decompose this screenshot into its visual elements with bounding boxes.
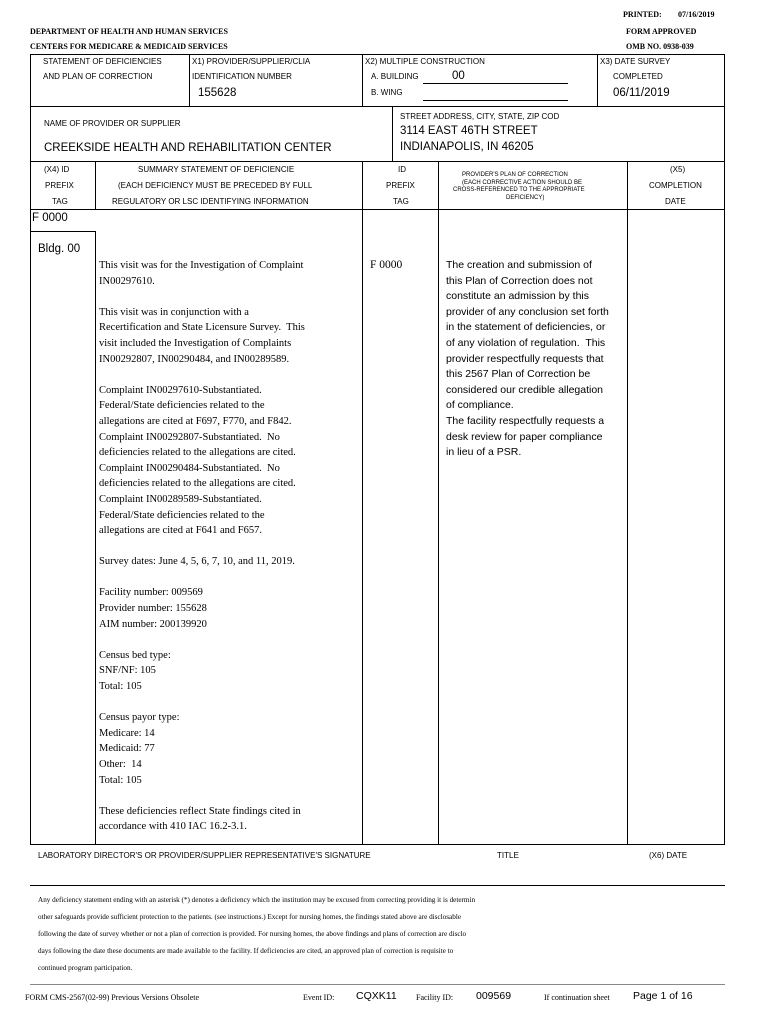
continuation-label: If continuation sheet xyxy=(544,993,610,1002)
department-title: DEPARTMENT OF HEALTH AND HUMAN SERVICES xyxy=(30,27,228,36)
x4-header-2: PREFIX xyxy=(45,181,74,190)
page-number: Page 1 of 16 xyxy=(633,990,693,1002)
x3-label-1: X3) DATE SURVEY xyxy=(600,57,671,66)
omb-number: OMB NO. 0938-039 xyxy=(626,42,694,51)
x5-header-2: COMPLETION xyxy=(649,181,702,190)
title-label: TITLE xyxy=(497,851,519,860)
event-id-value: CQXK11 xyxy=(356,990,397,1002)
printed-date: 07/16/2019 xyxy=(678,10,715,19)
statement-label-2: AND PLAN OF CORRECTION xyxy=(43,72,153,81)
disclaimer-line-1: Any deficiency statement ending with an asterisk (*) denotes a deficiency which the institution may be excused from correcting providing it is determin xyxy=(38,896,476,904)
address-city: INDIANAPOLIS, IN 46205 xyxy=(400,141,534,153)
id-header-3: TAG xyxy=(393,197,409,206)
left-prefix-tag: F 0000 xyxy=(32,212,68,224)
x4-header-3: TAG xyxy=(52,197,68,206)
provider-name: CREEKSIDE HEALTH AND REHABILITATION CENTER xyxy=(44,142,332,154)
plan-header-4: DEFICIENCY) xyxy=(506,195,545,201)
plan-header-2: (EACH CORRECTIVE ACTION SHOULD BE xyxy=(462,180,583,186)
x4-header-1: (X4) ID xyxy=(44,165,70,174)
address-street: 3114 EAST 46TH STREET xyxy=(400,125,538,137)
plan-header-1: PROVIDER'S PLAN OF CORRECTION xyxy=(462,172,568,178)
summary-statement-text: This visit was for the Investigation of Complaint IN00297610. This visit was in conjunction with a Recertification and State Licensure Survey. This visit included the Investigation of Complaints IN00292807, IN00290484, and IN00289589. Complaint IN00297610-Substantiated. Federal/State deficiencies related to the allegations are cited at F697, F770, and F842. Complaint IN00292807-Substantiated. No deficiencies related to the allegations are cited. Complaint IN00290484-Substantiated. No deficiencies related to the allegations are cited. Complaint IN00289589-Substantiated. Federal/State deficiencies related to the allegations are cited at F641 and F657. Survey dates: June 4, 5, 6, 7, 10, and 11, 2019. Facility number: 009569 Provider number: 155628 AIM number: 200139920 Census bed type: SNF/NF: 105 Total: 105 Census payor type: Medicare: 14 Medicaid: 77 Other: 14 Total: 105 These deficiencies reflect State findings cited in accordance with 410 IAC 16.2-3.1. xyxy=(99,260,305,833)
event-id-label: Event ID: xyxy=(303,993,335,1002)
building-value: 00 xyxy=(452,70,465,82)
address-label: STREET ADDRESS, CITY, STATE, ZIP COD xyxy=(400,112,560,121)
summary-header-2: (EACH DEFICIENCY MUST BE PRECEDED BY FULL xyxy=(118,181,313,190)
provider-name-label: NAME OF PROVIDER OR SUPPLIER xyxy=(44,119,181,128)
survey-completed-date: 06/11/2019 xyxy=(613,87,670,99)
plan-of-correction-text: The creation and submission of this Plan of Correction does not constitute an admission by this provider of any conclusion set forth in the statement of deficiencies, or of any violation of regulation. This provider respectfully requests that this 2567 Plan of Correction be considered our credible allegation of compliance. The facility respectfully requests a desk review for paper compliance in lieu of a PSR. xyxy=(446,259,609,459)
disclaimer-line-2: other safeguards provide sufficient protection to the patients. (see instructions.) Except for nursing homes, the findings stated above are disclosable xyxy=(38,913,462,921)
right-prefix-tag: F 0000 xyxy=(370,259,403,271)
x1-label-1: X1) PROVIDER/SUPPLIER/CLIA xyxy=(192,57,311,66)
disclaimer-line-3: following the date of survey whether or not a plan of correction is provided. For nursing homes, the above findings and plans of correction are disclo xyxy=(38,930,467,938)
form-number: FORM CMS-2567(02-99) Previous Versions Obsolete xyxy=(25,993,200,1002)
wing-label: B. WING xyxy=(371,88,403,97)
signature-date-label: (X6) DATE xyxy=(649,851,688,860)
summary-header-3: REGULATORY OR LSC IDENTIFYING INFORMATION xyxy=(112,197,309,206)
printed-label: PRINTED: xyxy=(623,10,662,19)
footer-divider xyxy=(30,984,725,985)
statement-label-1: STATEMENT OF DEFICIENCIES xyxy=(43,57,162,66)
centers-title: CENTERS FOR MEDICARE & MEDICAID SERVICES xyxy=(30,42,228,51)
signature-divider xyxy=(30,885,725,886)
plan-header-3: CROSS-REFERENCED TO THE APPROPRIATE xyxy=(453,187,585,193)
disclaimer-line-4: days following the date these documents are made available to the facility. If deficiencies are cited, an approved plan of correction is requisite to xyxy=(38,947,454,955)
provider-id-value: 155628 xyxy=(198,87,237,99)
facility-id-label: Facility ID: xyxy=(416,993,454,1002)
x1-label-2: IDENTIFICATION NUMBER xyxy=(192,72,292,81)
wing-underline xyxy=(423,100,568,101)
disclaimer-line-5: continued program participation. xyxy=(38,964,133,972)
x2-label: X2) MULTIPLE CONSTRUCTION xyxy=(365,57,485,66)
summary-header-1: SUMMARY STATEMENT OF DEFICIENCIE xyxy=(138,165,295,174)
x5-header-3: DATE xyxy=(665,197,686,206)
director-signature-label: LABORATORY DIRECTOR'S OR PROVIDER/SUPPLIER REPRESENTATIVE'S SIGNATURE xyxy=(38,851,371,860)
facility-id-value: 009569 xyxy=(476,990,512,1002)
id-header-1: ID xyxy=(398,165,406,174)
building-tag: Bldg. 00 xyxy=(38,243,81,255)
x5-header-1: (X5) xyxy=(670,165,686,174)
form-approved-label: FORM APPROVED xyxy=(626,27,697,36)
x3-label-2: COMPLETED xyxy=(613,72,663,81)
building-label: A. BUILDING xyxy=(371,72,419,81)
building-underline xyxy=(423,83,568,84)
id-header-2: PREFIX xyxy=(386,181,415,190)
